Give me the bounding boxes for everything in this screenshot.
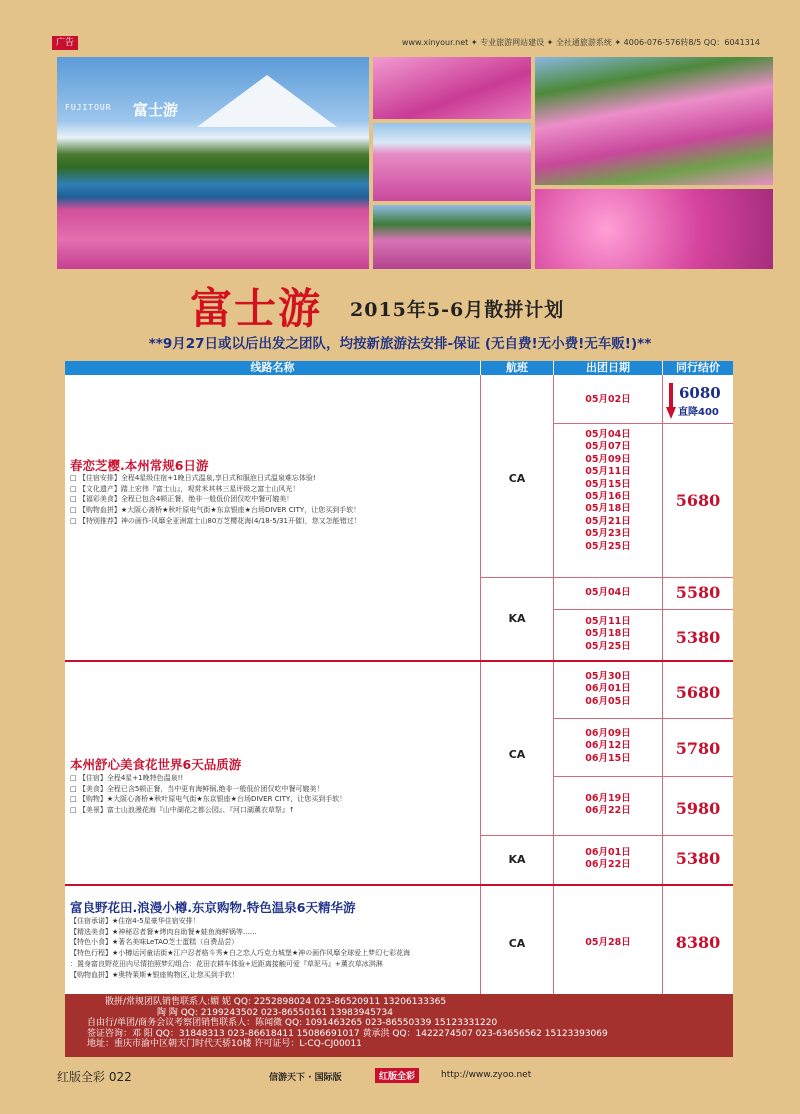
- date-cell: [554, 587, 662, 599]
- photo-hillside: [373, 205, 531, 269]
- date: 05月25日: [585, 540, 631, 552]
- date-cell: [554, 671, 662, 708]
- footer-slogan: 信游天下 · 国际版: [269, 1073, 342, 1083]
- price-value: 6080: [679, 384, 721, 402]
- price-value: 5380: [675, 849, 721, 868]
- photo-moss-field: [373, 57, 531, 119]
- price-value: 5680: [675, 491, 721, 510]
- contact-line: 散拼/常规团队销售联系人:媚 妮 QQ: 2252898024 023-86520911 13206133365: [105, 997, 447, 1007]
- date-cell: [554, 394, 662, 406]
- photo-flower-hill: [535, 57, 773, 185]
- photo-collage: [57, 57, 773, 269]
- date: 05月11日: [585, 616, 631, 627]
- footer-badge: 红版全彩: [375, 1068, 419, 1083]
- ad-badge: 广告: [52, 36, 78, 50]
- date: 05月09日: [585, 453, 631, 465]
- photo-tourists: [373, 123, 531, 201]
- header-dates: 出团日期: [554, 361, 662, 375]
- divider: [481, 577, 733, 578]
- date: 06月09日: [585, 728, 631, 739]
- date: 05月11日: [585, 466, 631, 478]
- date: 05月02日: [585, 394, 631, 405]
- detail-line: □ 【购物血拼】★大阪心斋桥★秋叶原电气街★东京银座★台场DIVER CITY，让您买到手软！: [70, 506, 361, 515]
- notice-line: **9月27日或以后出发之团队，均按新旅游法安排-保证 (无自费!无小费!无车贩!)**: [148, 336, 652, 352]
- date: 05月18日: [585, 503, 631, 515]
- date: 05月15日: [585, 478, 631, 490]
- date: 05月23日: [585, 528, 631, 540]
- route-3-title: 富良野花田.浪漫小樽.东京购物.特色温泉6天精华游: [70, 900, 356, 915]
- detail-line: □ 【福彩美食】全程已包含4顿正餐，绝非一般低价团仅吃中餐可媲美！: [70, 495, 294, 504]
- date: 06月12日: [585, 740, 631, 752]
- date-cell: [554, 728, 662, 765]
- divider: [480, 375, 481, 994]
- detail-line: 【特色行程】★小樽运河童话街★江户忍者格斗秀★白之恋人巧克力城堡★神の画作风靡全球爱上梦幻七彩花海: [70, 949, 411, 958]
- date: 05月16日: [585, 491, 631, 503]
- photo-fuji-lake: [57, 57, 369, 269]
- date: 05月25日: [585, 640, 631, 652]
- airline-code: CA: [508, 937, 526, 950]
- price-value: 5580: [675, 583, 721, 602]
- detail-line: □ 【特别推荐】神の画作-风靡全亚洲富士山80万芝樱花海(4/18-5/31开催)，您又怎能错过！: [70, 516, 361, 525]
- date: 05月21日: [585, 515, 631, 527]
- divider: [554, 718, 733, 719]
- detail-line: ：置身富良野花田内尽情拍照梦幻组合：花田衣耕车体验+近距离接触可爱『草泥马』+薰衣草冰淇淋: [70, 959, 383, 968]
- schedule-table: [65, 361, 733, 994]
- divider: [481, 835, 733, 836]
- detail-line: □ 【购物】★大阪心斋桥★秋叶原电气街★东京银座★台场DIVER CITY，让您买到手软！: [70, 795, 347, 804]
- contact-box: [65, 994, 733, 1057]
- date: 06月05日: [585, 695, 631, 707]
- route-2-details: [70, 773, 475, 816]
- airline-code: KA: [508, 853, 526, 866]
- date: 05月07日: [585, 441, 631, 453]
- detail-line: □ 【文化遗产】踏上宏伟『富士山』，观赏米其林三星评级之富士山风光！: [70, 484, 300, 493]
- date-cell: [554, 847, 662, 872]
- route-2-title: 本州舒心美食花世界6天品质游: [70, 757, 242, 772]
- price-value: 5380: [675, 628, 721, 647]
- title-sub: 2015年5-6月散拼计划: [350, 299, 565, 321]
- detail-line: 【购物血拼】★奥特莱斯★银座购物区,让您买到手软！: [70, 970, 239, 979]
- footer: [57, 1066, 757, 1086]
- section-divider: [65, 884, 733, 886]
- header-route: 线路名称: [65, 361, 480, 375]
- top-info-line: www.xinyour.net ✦ 专业旅游网站建设 ✦ 全社通旅游系统 ✦ 4006-076-576转8/5 QQ：6041314: [401, 38, 760, 47]
- date: 05月04日: [585, 587, 631, 598]
- date: 06月01日: [585, 683, 631, 695]
- date: 06月01日: [585, 847, 631, 858]
- price-cut-badge: 直降400: [678, 407, 719, 418]
- date: 05月28日: [585, 937, 631, 948]
- contact-line: 自由行/单团/商务会议考察团销售联系人：陈闻微 QQ: 1091463265 023-86550339 15123331220: [87, 1018, 498, 1028]
- photo-logo: [65, 99, 195, 119]
- route-3-details: [70, 916, 475, 980]
- date: 06月22日: [585, 805, 631, 817]
- detail-line: 【特色小食】★著名美味LeTAO芝士蛋糕（自费品尝）: [70, 938, 239, 947]
- top-bar: [52, 36, 760, 52]
- detail-line: □ 【美景】富士山浪漫花海『山中湖花之都公园』、『河口湖薰衣草祭』↑: [70, 806, 295, 815]
- divider: [554, 776, 733, 777]
- date: 06月19日: [585, 793, 631, 804]
- header-price: 同行结价: [663, 361, 733, 375]
- date: 06月15日: [585, 752, 631, 764]
- price-value: 5780: [675, 739, 721, 758]
- page-title: [190, 276, 650, 333]
- photo-closeup: [535, 189, 773, 269]
- detail-line: 【精选美食】★神秘忍者餐★烤肉自助餐★蛙鱼海鲜锅等……: [70, 927, 257, 936]
- date: 05月30日: [585, 671, 631, 682]
- detail-line: □ 【美食】全程已含5顿正餐，当中更有海鲜锅,绝非一般低价团仅吃中餐可媲美！: [70, 784, 324, 793]
- date-cell: [554, 793, 662, 818]
- mountain-shape: [197, 75, 337, 127]
- price-value: 5980: [675, 799, 721, 818]
- detail-line: □ 【住宿】全程4星+1晚特色温泉!!: [70, 774, 184, 782]
- date-cell: [554, 429, 662, 553]
- airline-code: KA: [508, 612, 526, 625]
- airline-code: CA: [508, 472, 526, 485]
- detail-line: □ 【住宿安排】全程4星级住宿+1晚日式温泉,享日式和服泡日式温泉难忘体验!: [70, 474, 316, 482]
- date: 06月22日: [585, 859, 631, 871]
- contact-line: 陶 陶 QQ: 2199243502 023-86550161 13983945734: [157, 1007, 393, 1018]
- date: 05月18日: [585, 628, 631, 640]
- date-cell: [554, 616, 662, 653]
- section-divider: [65, 660, 733, 662]
- route-1-details: [70, 473, 475, 527]
- contact-line: 地址：重庆市渝中区朝天门时代天骄10楼 许可证号：L-CQ-CJ00011: [87, 1039, 362, 1049]
- detail-line: 【住宿承诺】★住宿4-5星豪华住宿安排！: [70, 917, 200, 925]
- page-number: 红版全彩 022: [57, 1070, 132, 1084]
- down-arrow-icon: [666, 383, 676, 419]
- price-value: 5680: [675, 683, 721, 702]
- logo-cn-text: 富士游: [133, 101, 179, 119]
- divider: [554, 609, 733, 610]
- date: 05月04日: [585, 429, 631, 440]
- header-airline: 航班: [481, 361, 553, 375]
- divider: [554, 423, 733, 424]
- contact-line: 签证咨询：邓 阳 QQ：31848313 023-86618411 15086691017 黄承洪 QQ：1422274507 023-63656562 15123393069: [87, 1028, 608, 1039]
- airline-code: CA: [508, 748, 526, 761]
- route-1-title: 春恋芝樱.本州常规6日游: [70, 458, 209, 473]
- title-main: 富士游: [190, 284, 323, 333]
- footer-url[interactable]: http://www.zyoo.net: [441, 1070, 532, 1080]
- logo-en-text: FUJITOUR: [65, 103, 112, 112]
- date-cell: [554, 937, 662, 949]
- price-value: 8380: [675, 933, 721, 952]
